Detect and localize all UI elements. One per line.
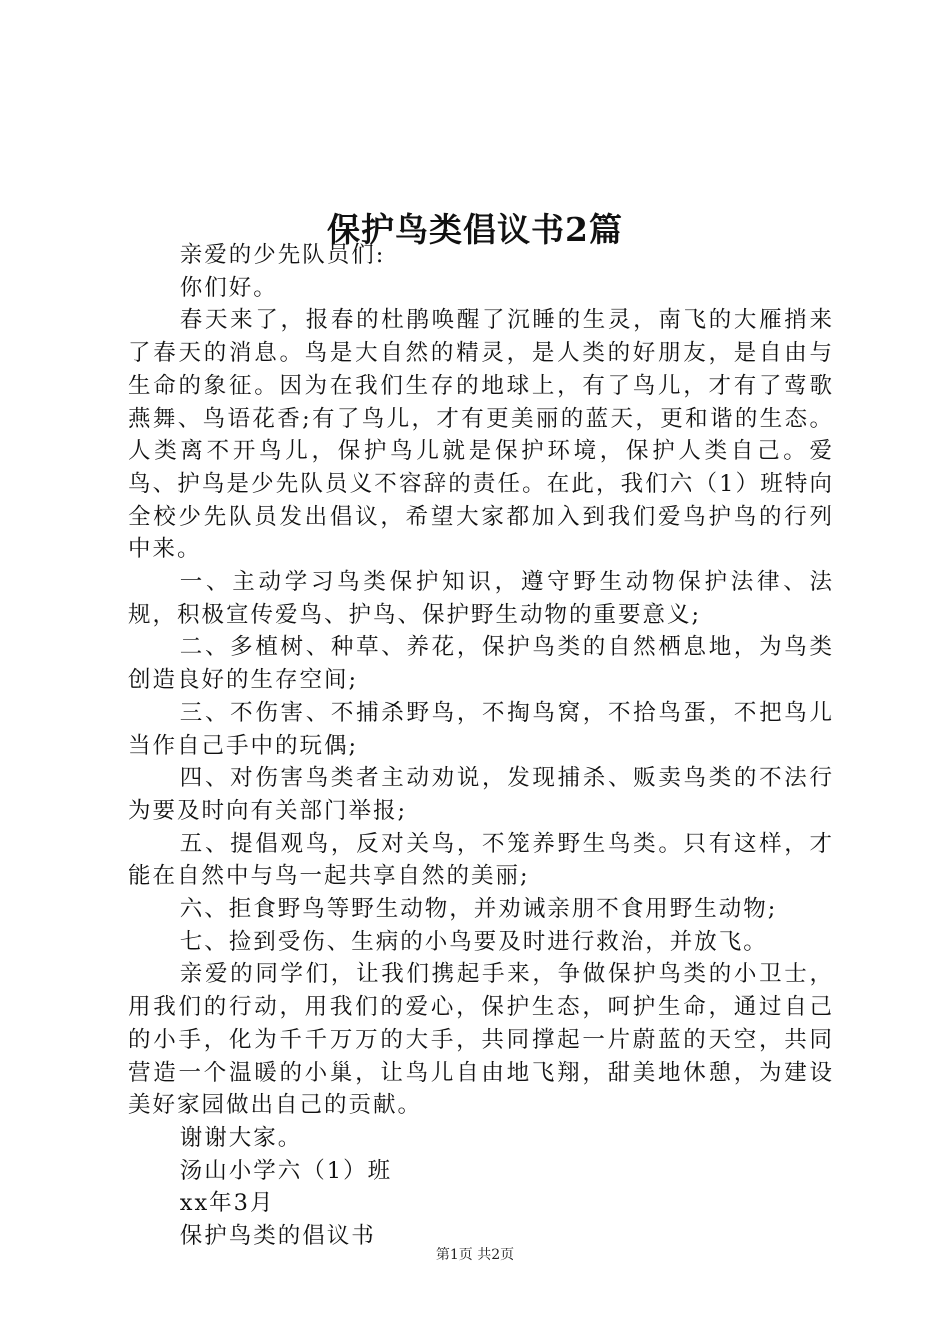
paragraph-thanks: 谢谢大家。 xyxy=(179,1124,303,1151)
paragraph-item-2: 二、多植树、种草、养花，保护鸟类的自然栖息地，为鸟类创造良好的生存空间; xyxy=(128,634,834,694)
signature-class: 汤山小学六（1）班 xyxy=(179,1157,393,1184)
paragraph-closing: 亲爱的同学们，让我们携起手来，争做保护鸟类的小卫士，用我们的行动，用我们的爱心，保护生态，呵护生命，通过自己的小手，化为千千万万的大手，共同撑起一片蔚蓝的天空，共同营造一个温暖的小巢，让鸟儿自由地飞翔，甜美地休憩，为建设美好家园做出自己的贡献。 xyxy=(128,961,834,1119)
document-title: 保护鸟类倡议书2篇 xyxy=(327,210,623,250)
next-section-heading: 保护鸟类的倡议书 xyxy=(179,1223,376,1250)
paragraph-item-5: 五、提倡观鸟，反对关鸟，不笼养野生鸟类。只有这样，才能在自然中与鸟一起共享自然的美丽; xyxy=(128,830,834,890)
paragraph-item-7: 七、捡到受伤、生病的小鸟要及时进行救治，并放飞。 xyxy=(179,928,768,955)
paragraph-greeting: 亲爱的少先队员们: xyxy=(179,242,386,268)
paragraph-item-1: 一、主动学习鸟类保护知识，遵守野生动物保护法律、法规，积极宣传爱鸟、护鸟、保护野生动物的重要意义; xyxy=(128,569,834,628)
paragraph-item-4: 四、对伤害鸟类者主动劝说，发现捕杀、贩卖鸟类的不法行为要及时向有关部门举报; xyxy=(128,765,834,824)
paragraph-intro: 春天来了，报春的杜鹃唤醒了沉睡的生灵，南飞的大雁捎来了春天的消息。鸟是大自然的精灵，是人类的好朋友，是自由与生命的象征。因为在我们生存的地球上，有了鸟儿，才有了莺歌燕舞、鸟语花香;有了鸟儿，才有更美丽的蓝天，更和谐的生态。人类离不开鸟儿，保护鸟儿就是保护环境，保护人类自己。爱鸟、护鸟是少先队员义不容辞的责任。在此，我们六（1）班特向全校少先队员发出倡议，希望大家都加入到我们爱鸟护鸟的行列中来。 xyxy=(128,307,834,563)
signature-date: xx年3月 xyxy=(179,1190,275,1217)
page-footer: 第1页 共2页 xyxy=(435,1247,515,1263)
document-body xyxy=(128,239,834,1253)
paragraph-item-3: 三、不伤害、不捕杀野鸟，不掏鸟窝，不拾鸟蛋，不把鸟儿当作自己手中的玩偶; xyxy=(128,699,834,759)
paragraph-hello: 你们好。 xyxy=(179,274,278,301)
paragraph-item-6: 六、拒食野鸟等野生动物，并劝诫亲朋不食用野生动物; xyxy=(179,896,778,923)
